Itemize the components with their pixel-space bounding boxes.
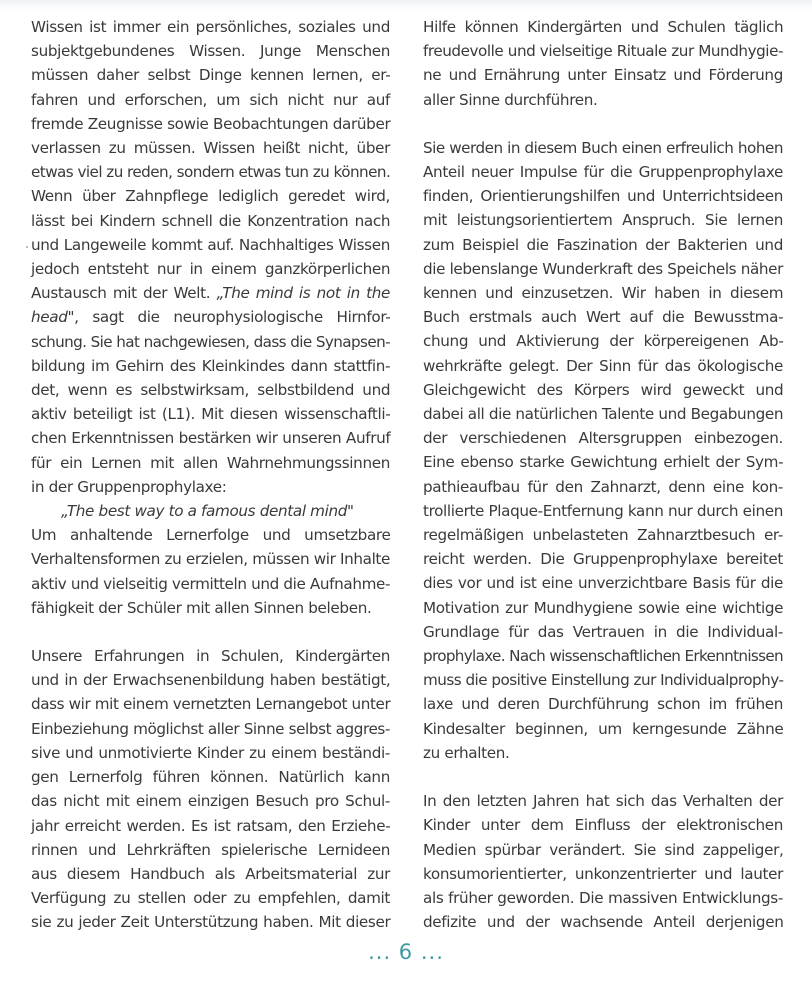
text-line: Wissen ist immer ein persönliches, soziales und bbox=[31, 18, 390, 36]
text-line: ne und Ernährung unter Einsatz und Förderung bbox=[423, 66, 783, 85]
left-column bbox=[31, 15, 390, 935]
text-line: defizite und der wachsende Anteil derjenigen bbox=[423, 913, 784, 932]
text-line-with-quote bbox=[31, 305, 390, 329]
text-line: als früher geworden. Die massiven Entwicklungs- bbox=[423, 888, 783, 907]
text-line: Motivation zur Mundhygiene sowie eine wichtige bbox=[423, 598, 784, 617]
text-line: fremde Zeugnisse sowie Beobachtungen darüber bbox=[31, 114, 391, 133]
text-line: Hilfe können Kindergärten und Schulen täglich bbox=[423, 18, 784, 36]
text-line: in der Gruppenprophylaxe: bbox=[31, 477, 227, 496]
text-line: Buch erstmals auch Wert auf die Bewusstma- bbox=[423, 308, 784, 327]
text-line: Gleichgewicht des Körpers wird geweckt und bbox=[423, 380, 784, 399]
text-line: finden, Orientierungshilfen und Unterrichtsideen bbox=[423, 187, 784, 206]
text-line: fähigkeit der Schüler mit allen Sinnen beleben. bbox=[31, 598, 372, 617]
scan-speck bbox=[26, 246, 28, 248]
text-line: chung und Aktivierung der körpereigenen Ab- bbox=[423, 332, 784, 351]
text-line: In den letzten Jahren hat sich das Verhalten der bbox=[423, 792, 783, 811]
paragraph-gap bbox=[31, 620, 390, 644]
text-line: trollierte Plaque-Entfernung kann nur durch einen bbox=[423, 501, 783, 520]
text-line: das nicht mit einem einzigen Besuch pro Schul- bbox=[31, 792, 390, 811]
text-line: sive und unmotivierte Kinder zu einem beständi- bbox=[31, 743, 390, 762]
text-line: Verfügung zu stellen oder zu empfehlen, damit bbox=[31, 889, 390, 908]
text-line: kennen und einzusetzen. Wir haben in diesem bbox=[423, 284, 784, 303]
text-line: pathieaufbau für den Zahnarzt, denn eine kon- bbox=[423, 477, 783, 496]
text-line: Verhaltensformen zu erzielen, müssen wir Inhalte bbox=[31, 550, 390, 569]
paragraph-experience bbox=[31, 644, 390, 934]
text-line: und Langeweile kommt auf. Nachhaltiges Wissen bbox=[31, 235, 390, 254]
text-line-with-quote bbox=[31, 281, 390, 305]
text-line: Kinder unter dem Einfluss der elektronischen bbox=[423, 816, 783, 835]
text-line: sie zu jeder Zeit Unterstützung haben. Mit dieser bbox=[31, 913, 391, 932]
text-line: der verschiedenen Altersgruppen einbezogen. bbox=[423, 429, 783, 448]
text-line: zu erhalten. bbox=[423, 743, 510, 762]
text-line: zum Beispiel die Faszination der Bakterien und bbox=[423, 235, 783, 254]
text-line: fahren und erforschen, um sich nicht nur auf bbox=[31, 90, 390, 109]
text-fragment: Austausch mit der Welt. bbox=[31, 284, 217, 303]
text-line: Unsere Erfahrungen in Schulen, Kindergärten bbox=[31, 647, 390, 666]
text-line: Medien spürbar verändert. Sie sind zappeliger, bbox=[423, 840, 784, 859]
text-line: freudevolle und vielseitige Rituale zur Mundhygie- bbox=[423, 42, 783, 61]
text-line: Wenn über Zahnpflege lediglich geredet wird, bbox=[31, 187, 390, 206]
text-line: verlassen zu müssen. Wissen heißt nicht, über bbox=[31, 139, 390, 158]
italic-quote-end: head" bbox=[31, 308, 75, 327]
text-line: Kindesalter beginnen, um kerngesunde Zähne bbox=[423, 719, 784, 738]
text-line: regelmäßigen unbelasteten Zahnarztbesuch er- bbox=[423, 526, 783, 545]
paragraph-gap bbox=[423, 765, 783, 789]
paragraph-rituals bbox=[423, 15, 783, 112]
text-line: chen Erkenntnissen bestärken wir unseren Aufruf bbox=[31, 429, 391, 448]
text-line: jahr erreicht werden. Es ist ratsam, den Erziehe- bbox=[31, 816, 391, 835]
paragraph-media-change bbox=[423, 789, 783, 934]
text-line: lässt bei Kindern schnell die Konzentration nach bbox=[31, 211, 391, 230]
text-line: aus diesem Handbuch als Arbeitsmaterial zur bbox=[31, 864, 390, 883]
paragraph-knowledge bbox=[31, 15, 390, 620]
text-line: mit leistungsorientiertem Anspruch. Sie lernen bbox=[423, 211, 783, 230]
text-line: wehrkräfte gelegt. Der Sinn für das ökologische bbox=[423, 356, 783, 375]
text-line: reicht werden. Die Gruppenprophylaxe bereitet bbox=[423, 550, 783, 569]
text-line: Um anhaltende Lernerfolge und umsetzbare bbox=[31, 526, 391, 545]
text-line: dabei all die natürlichen Talente und Begabungen bbox=[423, 405, 784, 424]
text-line: Grundlage für das Vertrauen in die Individual- bbox=[423, 622, 783, 641]
text-line: prophylaxe. Nach wissenschaftlichen Erkenntnissen bbox=[423, 647, 783, 666]
text-line: dies vor und ist eine unverzichtbare Basis für die bbox=[423, 574, 783, 593]
motto-quote: „The best way to a famous dental mind" bbox=[61, 502, 354, 521]
text-line: rinnen und Lehrkräften spielerische Lernideen bbox=[31, 840, 390, 859]
text-line: det, wenn es selbstwirksam, selbstbildend und bbox=[31, 381, 391, 400]
scan-top-edge bbox=[0, 0, 812, 10]
text-line: aktiv beteiligt ist (L1). Mit diesen wissenschaftli- bbox=[31, 405, 391, 424]
text-line: Sie werden in diesem Buch einen erfreulich hohen bbox=[423, 138, 783, 157]
text-line: aller Sinne durchführen. bbox=[423, 90, 598, 109]
paragraph-book-content bbox=[423, 136, 783, 765]
text-line: laxe und deren Durchführung schon im frühen bbox=[423, 695, 783, 714]
text-line: dass wir mit einem vernetzten Lernangebot unter bbox=[31, 695, 391, 714]
text-line: Einbeziehung möglichst aller Sinne selbst aggres- bbox=[31, 719, 390, 738]
text-line: gen Lernerfolg führen können. Natürlich kann bbox=[31, 768, 390, 787]
text-line: aktiv und vielseitig vermitteln und die Aufnahme- bbox=[31, 574, 391, 593]
italic-quote-start: „The mind is not in the bbox=[216, 284, 390, 303]
text-line: subjektgebundenes Wissen. Junge Menschen bbox=[31, 42, 390, 61]
text-line: schung. Sie hat nachgewiesen, dass die Synapsen- bbox=[31, 332, 390, 351]
text-line: konsumorientierter, unkonzentrierter und lauter bbox=[423, 864, 783, 883]
text-line: etwas viel zu reden, sondern etwas tun zu können. bbox=[31, 163, 391, 182]
paragraph-gap bbox=[423, 112, 783, 136]
right-column bbox=[423, 15, 783, 934]
text-line: und in der Erwachsenenbildung haben bestätigt, bbox=[31, 671, 391, 690]
text-line: jedoch entsteht nur in einem ganzkörperlichen bbox=[31, 260, 391, 279]
text-line: müssen daher selbst Dinge kennen lernen, er- bbox=[31, 66, 391, 85]
text-line: bildung im Gehirn des Kleinkindes dann stattfin- bbox=[31, 356, 391, 375]
text-fragment: , sagt die neurophysiologische Hirnfor- bbox=[74, 308, 391, 327]
text-line: für ein Lernen mit allen Wahrnehmungssinnen bbox=[31, 453, 390, 472]
page-number: ... 6 ... bbox=[368, 940, 444, 964]
text-line: Eine ebenso starke Gewichtung erhielt der Sym- bbox=[423, 453, 784, 472]
text-line: Anteil neuer Impulse für die Gruppenprophylaxe bbox=[423, 163, 783, 182]
text-line: muss die positive Einstellung zur Individualprophy- bbox=[423, 671, 784, 690]
text-line: die lebenslange Wunderkraft des Speichels näher bbox=[423, 259, 783, 278]
